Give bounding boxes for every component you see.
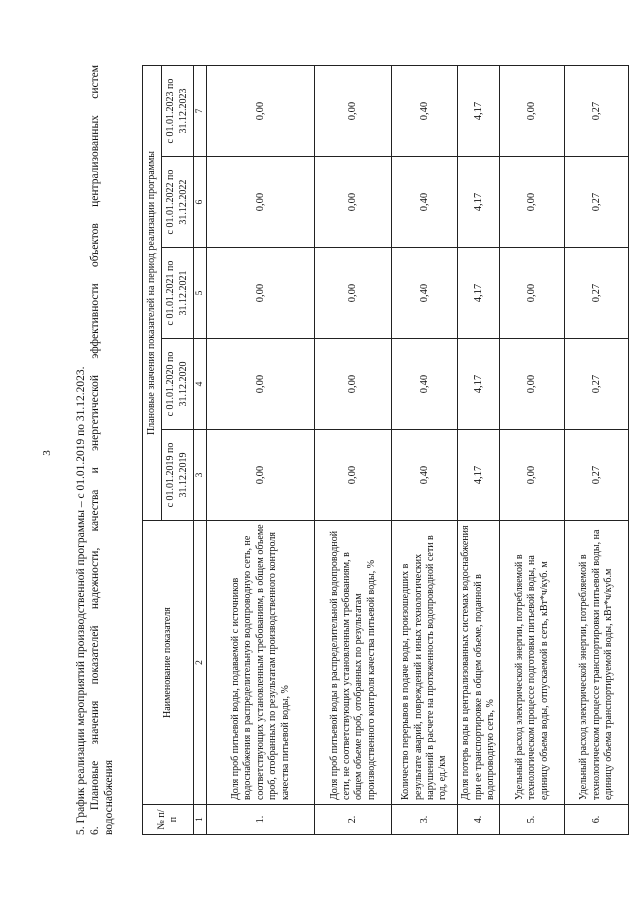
row-name: Доля потерь воды в централизованных системах водоснабжения при ее транспортировке в общем объеме, поданной в водопроводную сеть, % [458, 521, 500, 805]
table-row [315, 66, 392, 835]
table-row [207, 66, 315, 835]
row-num: 5. [500, 805, 565, 835]
header-num: № п/п [143, 805, 194, 835]
row-value: 0,27 [565, 430, 629, 521]
indicators-table [142, 65, 629, 835]
table-row [458, 66, 500, 835]
row-value: 0,40 [392, 430, 458, 521]
row-value: 0,40 [392, 66, 458, 157]
row-value: 0,00 [207, 248, 315, 339]
row-value: 0,00 [315, 430, 392, 521]
page-number: 3 [41, 450, 53, 456]
table-row [565, 66, 629, 835]
row-name: Доля проб питьевой воды, подаваемой с источников водоснабжения в распределительную водопроводную сеть, не соответствующих установленным требованиям, в общем объеме проб, отобранных по результатам производственного контроля качества питьевой воды, % [207, 521, 315, 805]
column-numbers-row [194, 66, 207, 835]
row-name: Доля проб питьевой воды в распределительной водопроводной сети, не соответствующих установленным требованиям, в общем объеме проб, отобранных по результатам производственного контроля качества питьевой воды, % [315, 521, 392, 805]
row-value: 0,27 [565, 66, 629, 157]
row-value: 0,00 [500, 248, 565, 339]
intro-line-5: 5. График реализации мероприятий производственной программы – с 01.01.2019 по 31.12.2023. [75, 366, 87, 835]
header-period: с 01.01.2021 по 31.12.2021 [162, 248, 194, 339]
col-number: 1 [194, 805, 207, 835]
row-num: 3. [392, 805, 458, 835]
row-value: 4,17 [458, 248, 500, 339]
header-row-group [143, 66, 162, 835]
row-value: 0,00 [315, 157, 392, 248]
row-value: 4,17 [458, 339, 500, 430]
row-name: Удельный расход электрической энергии, потребляемой в технологическом процессе подготовки питьевой воды, на единицу объема воды, отпускаемой в сеть, кВт*ч/куб. м [500, 521, 565, 805]
row-value: 0,40 [392, 339, 458, 430]
row-value: 0,27 [565, 248, 629, 339]
intro-text [74, 65, 116, 835]
header-name: Наименование показателя [143, 521, 194, 805]
row-value: 0,00 [500, 66, 565, 157]
row-value: 0,27 [565, 339, 629, 430]
row-value: 4,17 [458, 157, 500, 248]
row-num: 6. [565, 805, 629, 835]
row-value: 0,00 [315, 339, 392, 430]
row-value: 0,00 [500, 157, 565, 248]
header-period: с 01.01.2022 по 31.12.2022 [162, 157, 194, 248]
col-number: 4 [194, 339, 207, 430]
col-number: 2 [194, 521, 207, 805]
row-value: 0,00 [500, 430, 565, 521]
row-value: 0,00 [315, 248, 392, 339]
col-number: 3 [194, 430, 207, 521]
row-value: 0,00 [207, 339, 315, 430]
col-number: 5 [194, 248, 207, 339]
table-row [392, 66, 458, 835]
row-value: 0,27 [565, 157, 629, 248]
header-period: с 01.01.2019 по 31.12.2019 [162, 430, 194, 521]
row-num: 2. [315, 805, 392, 835]
row-value: 0,00 [315, 66, 392, 157]
row-name: Количество перерывов в подаче воды, произошедших в результате аварий, повреждений и иных технологических нарушений в расчете на протяженность водопроводной сети в год, ед./км [392, 521, 458, 805]
table-row [500, 66, 565, 835]
intro-line-6: 6. Плановые значения показателей надежности, качества и энергетической эффективности объектов централизованных систем [89, 65, 101, 835]
row-value: 0,00 [207, 66, 315, 157]
row-value: 4,17 [458, 430, 500, 521]
row-value: 0,00 [207, 430, 315, 521]
header-period: с 01.01.2020 по 31.12.2020 [162, 339, 194, 430]
row-value: 0,00 [500, 339, 565, 430]
row-num: 4. [458, 805, 500, 835]
row-value: 0,40 [392, 157, 458, 248]
row-name: Удельный расход электрической энергии, потребляемой в технологическом процессе транспортировки питьевой воды, на единицу объема транспортируемой воды, кВт*ч/куб.м [565, 521, 629, 805]
col-number: 7 [194, 66, 207, 157]
row-value: 0,00 [207, 157, 315, 248]
col-number: 6 [194, 157, 207, 248]
rotated-page-content [74, 65, 615, 835]
header-period: с 01.01.2023 по 31.12.2023 [162, 66, 194, 157]
row-num: 1. [207, 805, 315, 835]
header-group: Плановые значения показателей на период реализации программы [143, 66, 162, 521]
row-value: 4,17 [458, 66, 500, 157]
intro-line-6-cont: водоснабжения [103, 759, 115, 835]
row-value: 0,40 [392, 248, 458, 339]
